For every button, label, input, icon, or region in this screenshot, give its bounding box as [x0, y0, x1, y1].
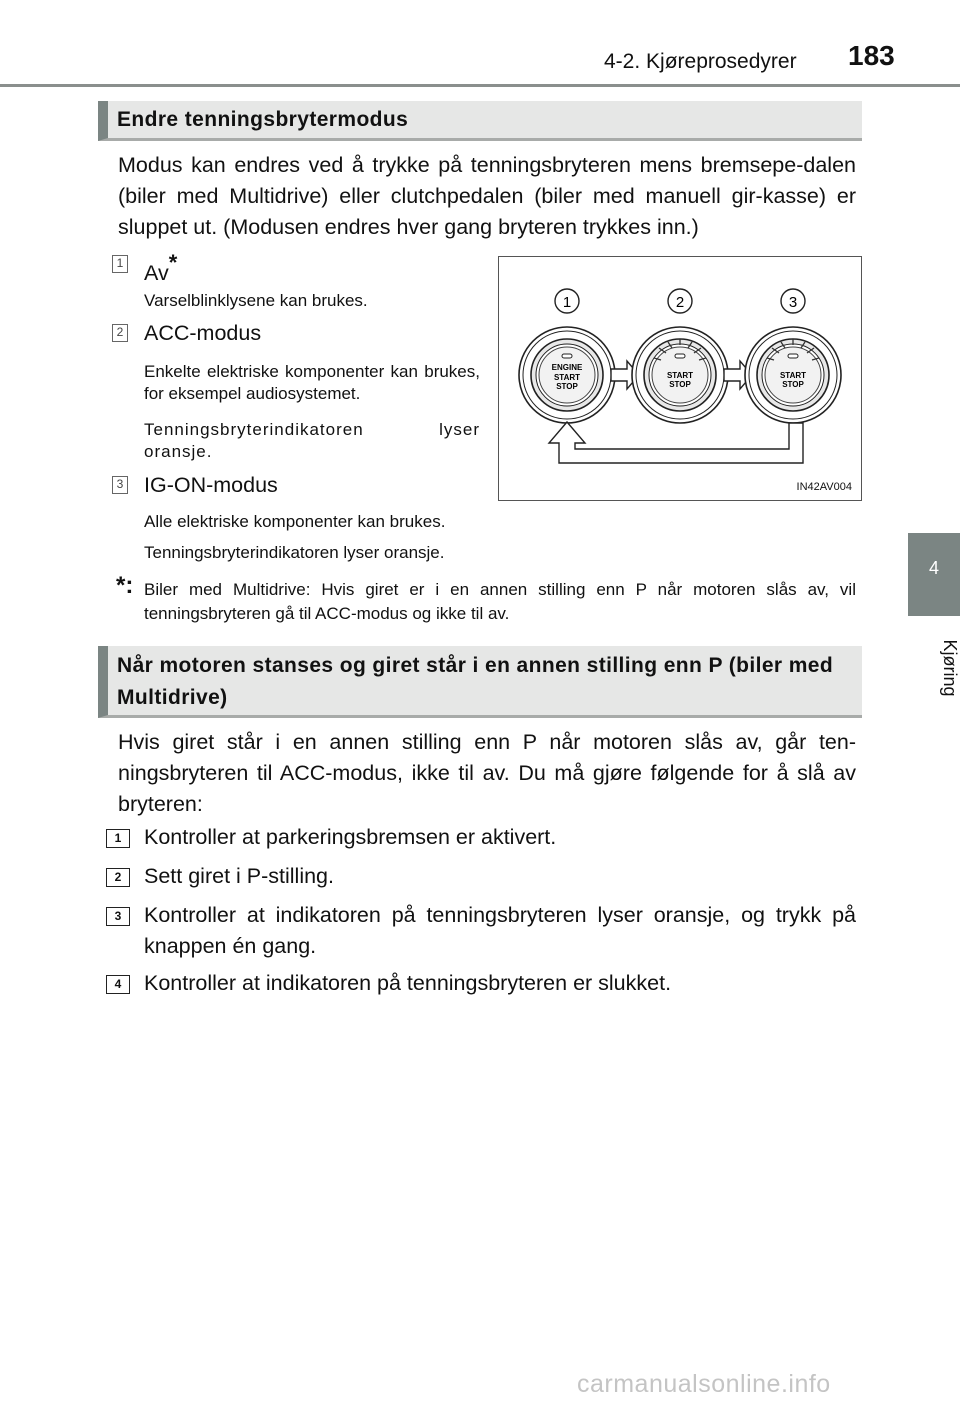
svg-text:START: START [779, 371, 807, 380]
item-description: Varselblinklysene kan brukes. [144, 291, 368, 310]
item-label-text: Av [144, 261, 169, 286]
chapter-label: Kjøring [940, 639, 960, 697]
step-number-icon: 2 [106, 868, 130, 887]
callout-2 [668, 289, 692, 313]
svg-text:2: 2 [675, 294, 685, 311]
start-button-ig-on [745, 327, 841, 423]
step-text: Sett giret i P-stilling. [144, 864, 334, 888]
svg-text:STOP: STOP [669, 380, 691, 389]
callout-1 [555, 289, 579, 313]
header-rule [0, 84, 960, 87]
ignition-switch-diagram [499, 257, 860, 499]
footnote-marker: *: [116, 572, 134, 599]
svg-text:START: START [553, 373, 581, 382]
item-label-acc: ACC-modus [144, 321, 262, 345]
item-description: Tenningsbryterindikatoren lyser oransje. [144, 420, 480, 461]
item-description: Alle elektriske komponenter kan brukes. [144, 512, 446, 531]
svg-text:3: 3 [788, 294, 798, 311]
step-text: Kontroller at indikatoren på tenningsbryteren lyser oransje, og trykk på knappen én gang. [144, 903, 856, 958]
section-title: 4-2. Kjøreprosedyrer [604, 50, 797, 73]
footnote-text: Biler med Multidrive: Hvis giret er i en annen stilling enn P når motoren slås av, vil tenningsbryteren gå til ACC-modus og ikke til av. [144, 580, 856, 623]
step-text: Kontroller at parkeringsbremsen er aktivert. [144, 825, 557, 849]
figure-code: IN42AV004 [796, 481, 852, 493]
watermark: carmanualsonline.info [577, 1370, 831, 1398]
step-text: Kontroller at indikatoren på tenningsbryteren er slukket. [144, 971, 672, 995]
item-number-icon: 3 [112, 476, 128, 494]
svg-text:1: 1 [562, 294, 572, 311]
section-heading-ignition-mode: Endre tenningsbrytermodus [98, 101, 862, 141]
item-number-icon: 1 [112, 255, 128, 273]
svg-text:STOP: STOP [782, 380, 804, 389]
svg-text:START: START [666, 371, 694, 380]
footnote-marker: * [168, 250, 178, 275]
section2-paragraph: Hvis giret står i en annen stilling enn P når motoren slås av, går ten-ningsbryteren til ACC-modus, ikke til av. Du må gjøre følgende for å slå av bryteren: [118, 730, 856, 816]
item-label-ig-on: IG-ON-modus [144, 473, 278, 497]
intro-paragraph: Modus kan endres ved å trykke på tenningsbryteren mens bremsepe-dalen (biler med Multidrive) eller clutchpedalen (biler med manuell gir-kasse) er sluppet ut. (Modusen endres hver gang bryteren trykkes inn.) [118, 153, 856, 239]
item-number-icon: 2 [112, 324, 128, 342]
step-number-icon: 4 [106, 975, 130, 994]
item-description: Enkelte elektriske komponenter kan brukes, for eksempel audiosystemet. [144, 362, 480, 403]
ignition-mode-figure [498, 256, 862, 501]
item-description: Tenningsbryterindikatoren lyser oransje. [144, 543, 445, 562]
start-button-acc [632, 327, 728, 423]
return-arrow-icon [549, 422, 803, 463]
page-number: 183 [848, 40, 895, 71]
section-heading-engine-stop: Når motoren stanses og giret står i en annen stilling enn P (biler med Multidrive) [98, 646, 862, 718]
item-label-off [144, 252, 177, 286]
svg-text:ENGINE: ENGINE [551, 363, 583, 372]
callout-3 [781, 289, 805, 313]
chapter-number: 4 [928, 558, 939, 578]
svg-text:STOP: STOP [556, 382, 578, 391]
start-button-off [519, 327, 615, 423]
step-number-icon: 3 [106, 907, 130, 926]
step-number-icon: 1 [106, 829, 130, 848]
